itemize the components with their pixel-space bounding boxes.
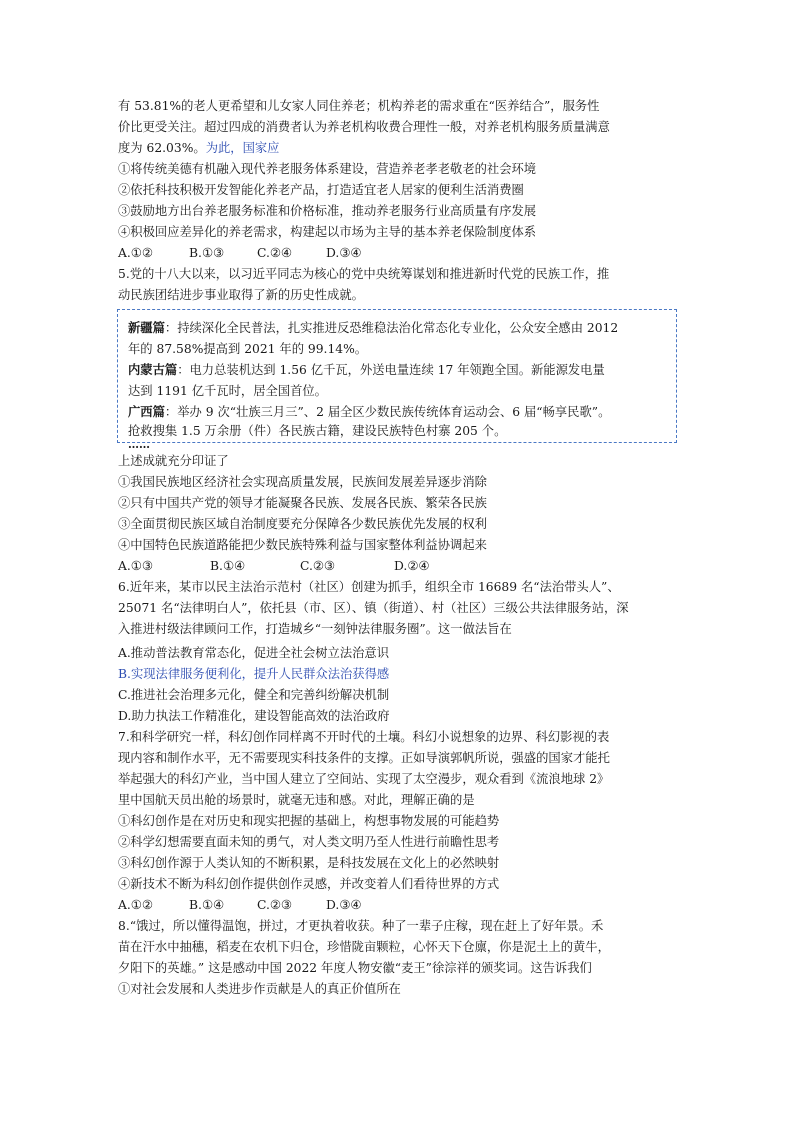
q4-options	[118, 243, 361, 263]
q7-option-b: B.①④	[189, 898, 224, 912]
q8-stem-line1: 8.“饿过，所以懂得温饱，拼过，才更执着收获。种了一辈子庄稼，现在赶上了好年景。禾	[118, 919, 604, 933]
q4-stem-text: 度为 62.03%。	[118, 141, 206, 155]
q8-item-1: ①对社会发展和人类进步作贡献是人的真正价值所在	[118, 982, 401, 996]
q5-xinjiang-label: 新疆篇	[128, 320, 165, 335]
q5-guangxi-line2: 抢救搜集 1.5 万余册（件）各民族古籍，建设民族特色村寨 205 个。	[128, 424, 507, 438]
q7-item-2: ②科学幻想需要直面未知的勇气，对人类文明乃至人性进行前瞻性思考	[118, 835, 500, 849]
q6-stem-line3: 入推进村级法律顾问工作，打造城乡“一刻钟法律服务圈”。这一做法旨在	[118, 622, 512, 636]
q4-option-b: B.①③	[189, 246, 224, 260]
q7-option-d: D.③④	[326, 898, 362, 912]
q5-item-2: ②只有中国共产党的领导才能凝聚各民族、发展各民族、繁荣各民族	[118, 496, 487, 510]
q7-item-4: ④新技术不断为科幻创作提供创作灵感，并改变着人们看待世界的方式	[118, 877, 500, 891]
q5-xinjiang-text: ：持续深化全民普法，扎实推进反恐维稳法治化常态化专业化，公众安全感由 2012	[164, 321, 619, 335]
q6-option-a: A.推动普法教育常态化，促进全社会树立法治意识	[118, 646, 390, 660]
q4-stem-line1: 有 53.81%的老人更希望和儿女家人同住养老；机构养老的需求重在“医养结合”，服务性	[118, 99, 600, 113]
q5-option-d: D.②④	[394, 559, 430, 573]
q7-options	[118, 895, 361, 915]
q7-option-c: C.②③	[257, 898, 292, 912]
q4-question-prompt: 为此，国家应	[205, 141, 280, 155]
q7-stem-line3: 举起强大的科幻产业，当中国人建立了空间站、实现了太空漫步，观众看到《流浪地球 2》	[118, 772, 610, 786]
q6-option-b: B.实现法律服务便利化，提升人民群众法治获得感	[118, 667, 390, 681]
q7-stem-line1: 7.和科学研究一样，科幻创作同样离不开时代的土壤。科幻小说想象的边界、科幻影视的表	[118, 730, 610, 744]
q5-guangxi-text: ：举办 9 次“壮族三月三”、2 届全区少数民族传统体育运动会、6 届“畅享民歌”。	[164, 405, 611, 419]
q4-item-3: ③鼓励地方出台养老服务标准和价格标准，推动养老服务行业高质量有序发展	[118, 204, 537, 218]
q4-option-a: A.①②	[118, 246, 153, 260]
q5-guangxi-label: 广西篇	[128, 404, 165, 419]
q7-option-a: A.①②	[118, 898, 153, 912]
q5-lead: 上述成就充分印证了	[118, 454, 229, 468]
q4-stem-line3	[118, 138, 279, 158]
q5-neimenggu-label: 内蒙古篇	[128, 362, 178, 377]
q5-item-3: ③全面贯彻民族区域自治制度要充分保障各少数民族优先发展的权利	[118, 517, 487, 531]
q4-option-d: D.③④	[326, 246, 362, 260]
q5-options	[118, 556, 429, 576]
q4-stem-line2: 价比更受关注。超过四成的消费者认为养老机构收费合理性一般，对养老机构服务质量满意	[118, 120, 610, 134]
q5-item-4: ④中国特色民族道路能把少数民族特殊利益与国家整体利益协调起来	[118, 538, 487, 552]
q6-option-d: D.助力执法工作精准化，建设智能高效的法治政府	[118, 709, 390, 723]
q5-stem-line1: 5.党的十八大以来，以习近平同志为核心的党中央统筹谋划和推进新时代党的民族工作，推	[118, 267, 610, 281]
q5-xinjiang-line2: 年的 87.58%提高到 2021 年的 99.14%。	[128, 342, 368, 356]
q5-box-ellipsis: ……	[128, 438, 150, 451]
q4-item-1: ①将传统美德有机融入现代养老服务体系建设，营造养老孝老敬老的社会环境	[118, 162, 537, 176]
q5-stem-line2: 动民族团结进步事业取得了新的历史性成就。	[118, 288, 364, 302]
q5-item-1: ①我国民族地区经济社会实现高质量发展，民族间发展差异逐步消除	[118, 475, 487, 489]
q5-xinjiang-line1	[128, 318, 618, 338]
q5-option-a: A.①③	[118, 559, 153, 573]
q7-stem-line4: 里中国航天员出舱的场景时，就毫无违和感。对此，理解正确的是	[118, 793, 475, 807]
q5-option-c: C.②③	[300, 559, 335, 573]
q7-stem-line2: 现内容和制作水平，无不需要现实科技条件的支撑。正如导演郭帆所说，强盛的国家才能托	[118, 751, 610, 765]
q5-neimenggu-line2: 达到 1191 亿千瓦时，居全国首位。	[128, 384, 327, 398]
q4-option-c: C.②④	[257, 246, 292, 260]
q5-option-b: B.①④	[210, 559, 245, 573]
q5-neimenggu-line1	[128, 360, 605, 380]
q4-item-2: ②依托科技积极开发智能化养老产品，打造适宜老人居家的便利生活消费圈	[118, 183, 524, 197]
q6-option-c: C.推进社会治理多元化，健全和完善纠纷解决机制	[118, 688, 390, 702]
q7-item-1: ①科幻创作是在对历史和现实把握的基础上，构想事物发展的可能趋势	[118, 814, 500, 828]
q5-neimenggu-text: ：电力总装机达到 1.56 亿千瓦，外送电量连续 17 年领跑全国。新能源发电量	[177, 363, 605, 377]
q8-stem-line2: 苗在汗水中抽穗，稻麦在农机下归仓，珍惜陇亩颗粒，心怀天下仓廪，你是泥土上的黄牛，	[118, 940, 610, 954]
q8-stem-line3: 夕阳下的英雄。” 这是感动中国 2022 年度人物安徽“麦王”徐淙祥的颁奖词。这告诉我们	[118, 961, 592, 975]
q6-stem-line1: 6.近年来，某市以民主法治示范村（社区）创建为抓手，组织全市 16689 名“法治带头人”、	[118, 580, 620, 594]
q6-stem-line2: 25071 名“法律明白人”，依托县（市、区）、镇（街道）、村（社区）三级公共法律服务站，深	[118, 601, 629, 615]
q7-item-3: ③科幻创作源于人类认知的不断积累，是科技发展在文化上的必然映射	[118, 856, 500, 870]
q4-item-4: ④积极回应差异化的养老需求，构建起以市场为主导的基本养老保险制度体系	[118, 225, 537, 239]
q5-guangxi-line1	[128, 402, 610, 422]
